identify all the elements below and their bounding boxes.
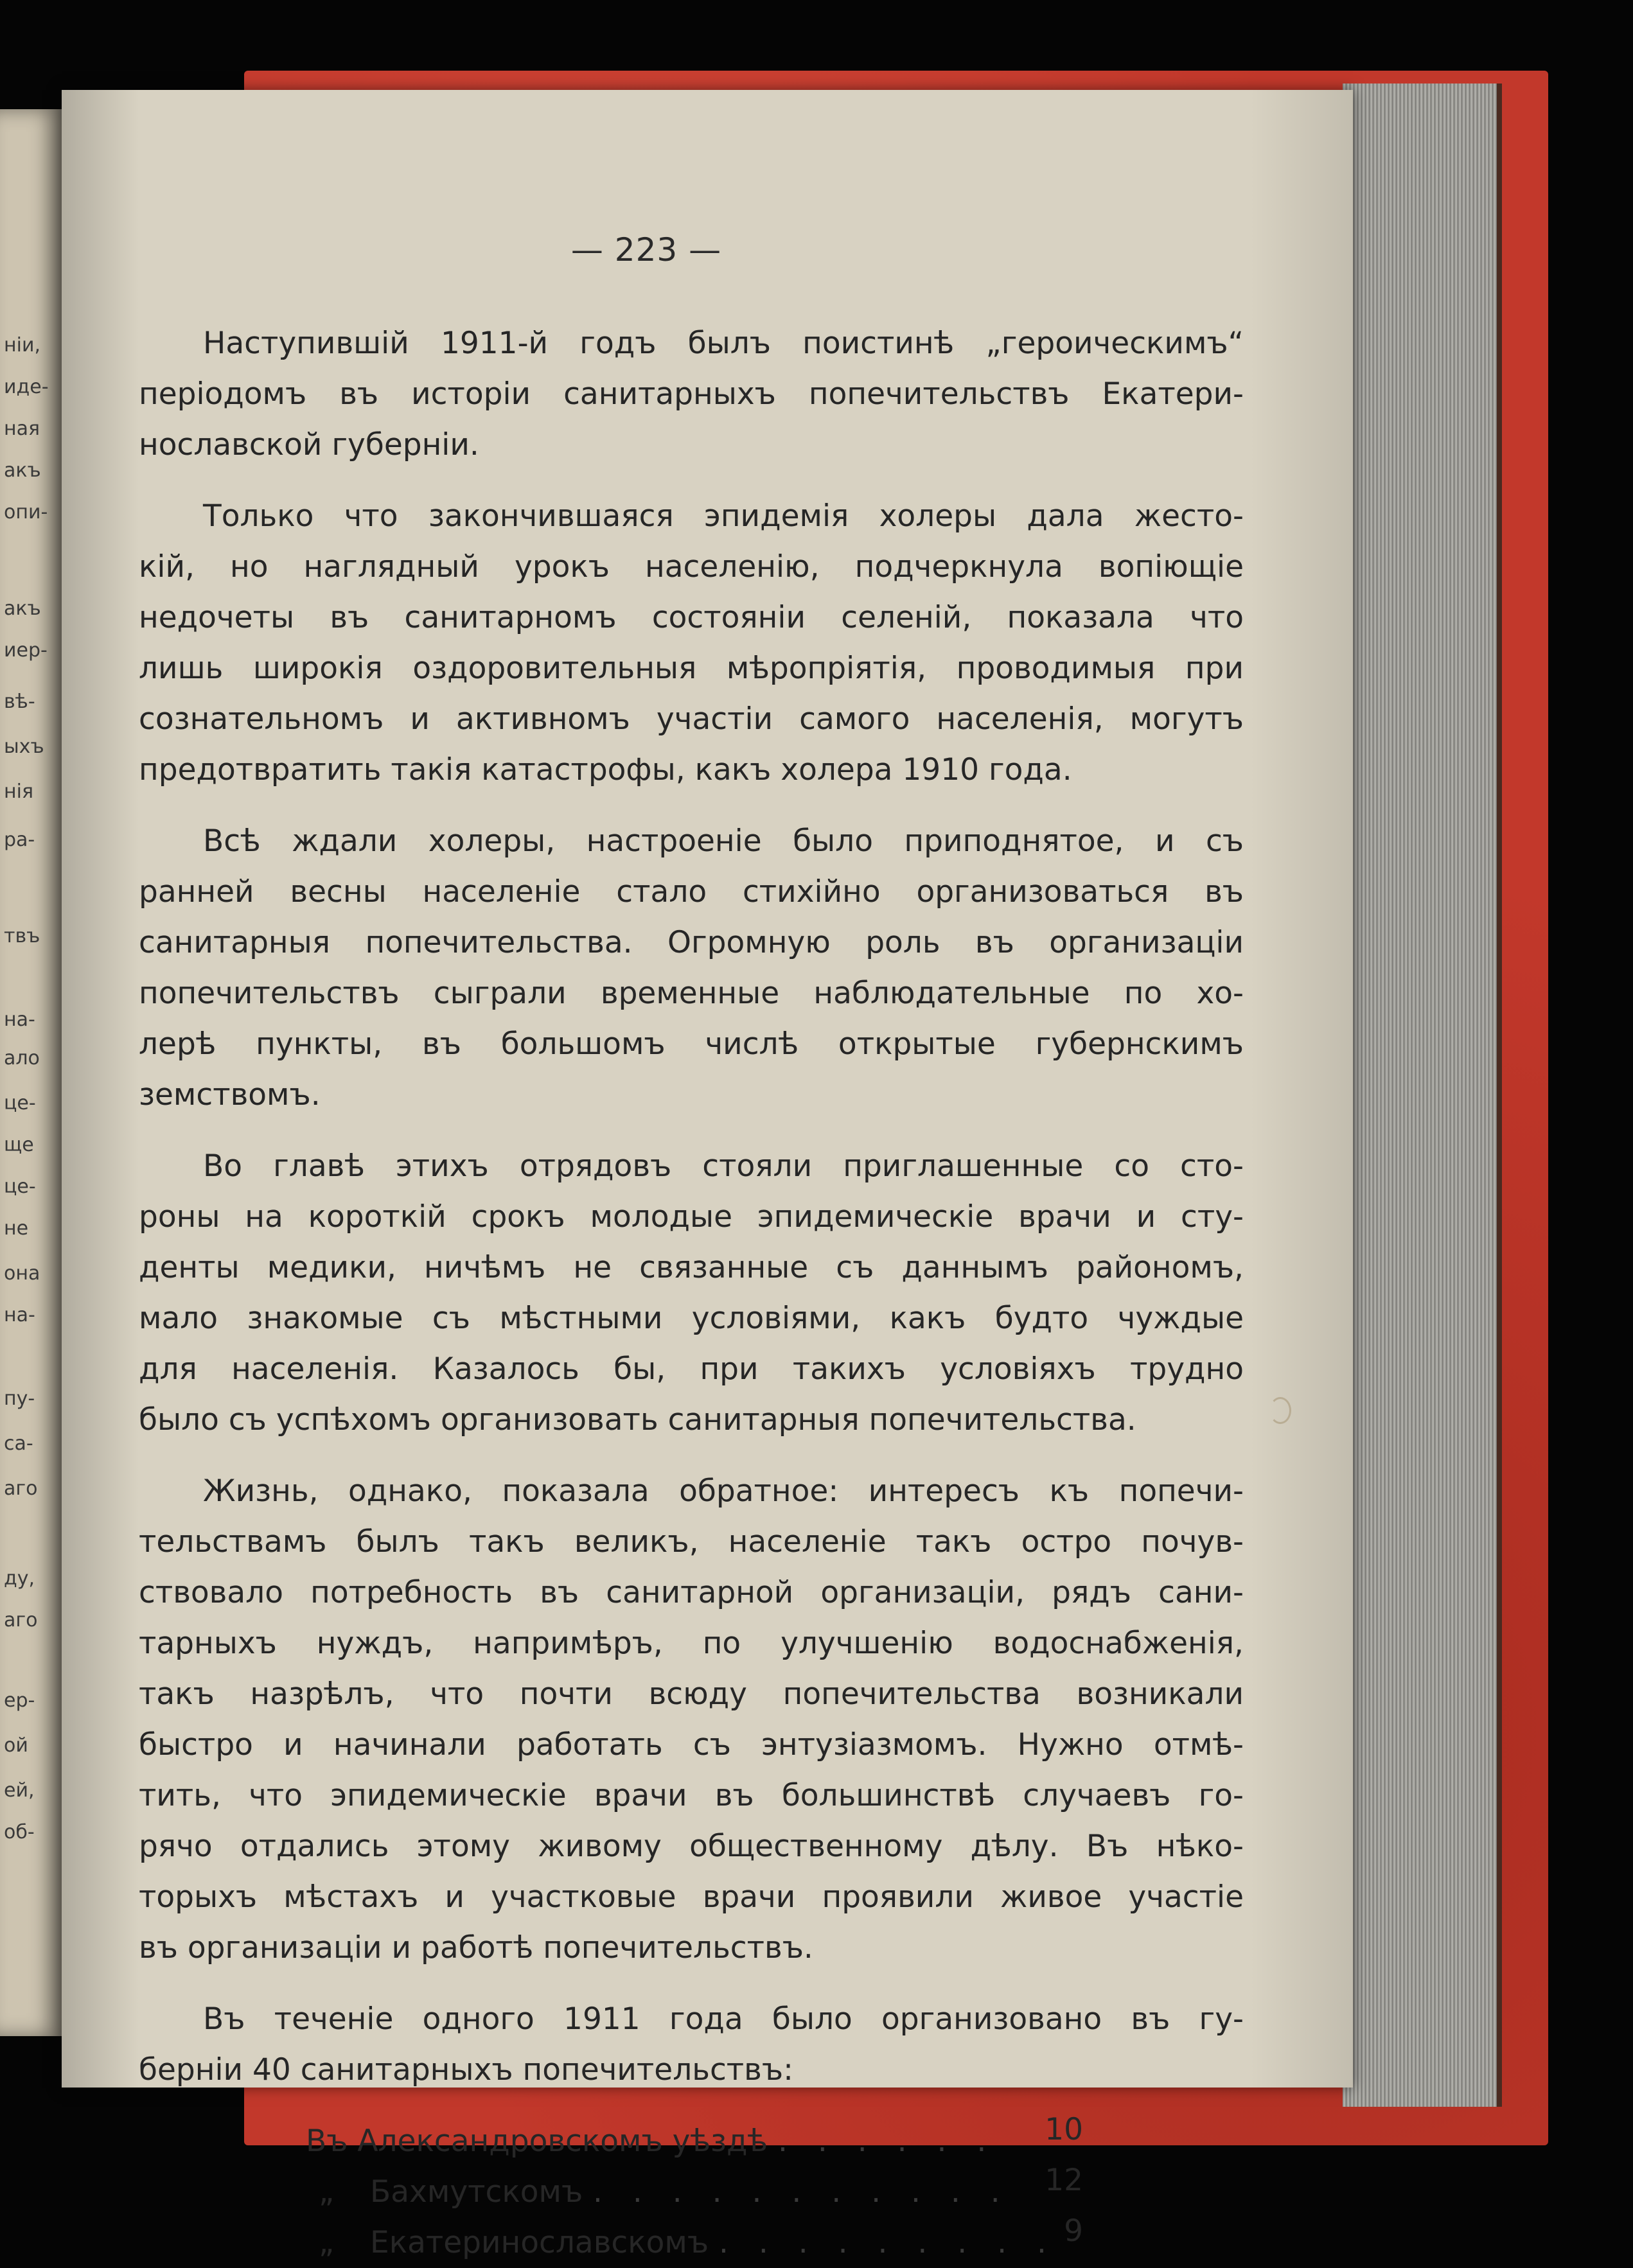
left-page-fragment: твъ [4,925,40,947]
district-list [139,2112,1244,2268]
text-line: для населенiя. Казалось бы, при такихъ условiяхъ трудно [139,1351,1244,1387]
left-page-fragment: нiи, [4,334,40,356]
text-line: Наступившiй 1911-й годъ былъ поистинѣ „героическимъ“ [203,326,1244,361]
text-line: нославской губернiи. [139,427,479,462]
district-name: Екатеринославскомъ [370,2225,709,2260]
left-page-fragment: на- [4,1008,35,1031]
district-count: 9 [1064,2213,1083,2249]
leader-dots: . . . . . . . . . [719,2225,1057,2260]
text-line: Во главѣ этихъ отрядовъ стояли приглашенные со сто- [203,1148,1244,1184]
left-facing-page [0,109,62,2036]
text-line: денты медики, ничѣмъ не связанные съ даннымъ райономъ, [139,1250,1244,1285]
text-line: Всѣ ждали холеры, настроенiе было приподнятое, и съ [203,823,1244,859]
left-page-fragment: аго [4,1477,38,1500]
left-page-fragment: ще [4,1134,34,1156]
text-line: тельствамъ былъ такъ великъ, населенiе такъ остро почув- [139,1524,1244,1560]
text-line: кiй, но наглядный урокъ населенiю, подчеркнула вопiющiе [139,549,1244,585]
left-page-fragment: аго [4,1609,38,1631]
text-line: торыхъ мѣстахъ и участковые врачи проявили живое участiе [139,1879,1244,1915]
paragraph [139,1141,1244,1445]
text-line: Только что закончившаяся эпидемiя холеры дала жесто- [203,498,1244,534]
book-page [62,90,1353,2260]
paper-stain [1269,1397,1291,1424]
leader-dots: . . . . . . [778,2123,997,2159]
paragraph [139,1466,1244,1973]
left-page-fragment: ду, [4,1567,35,1590]
text-line: недочеты въ санитарномъ состоянiи селенiй, показала что [139,600,1244,635]
left-page-fragment: на- [4,1304,35,1326]
text-line: тить, что эпидемическiе врачи въ большинствѣ случаевъ го- [139,1778,1244,1813]
left-page-fragment: са- [4,1432,33,1455]
text-line: лишь широкiя оздоровительныя мѣропрiятiя, проводимыя при [139,651,1244,686]
district-row [139,2213,1244,2268]
text-line: Жизнь, однако, показала обратное: интересъ къ попечи- [203,1473,1244,1509]
paragraph [139,816,1244,1120]
left-page-fragment: ало [4,1047,40,1069]
page-text [139,318,1244,2268]
ditto-mark: „ [319,2225,335,2260]
district-name: Въ Александровскомъ уѣздѣ [306,2123,768,2159]
paragraph [139,318,1244,470]
left-page-fragment: ыхъ [4,735,44,758]
left-page-fragment: иде- [4,376,49,398]
left-page-fragment: нiя [4,780,33,803]
left-page-fragment: об- [4,1821,35,1843]
text-line: санитарныя попечительства. Огромную роль въ организацiи [139,925,1244,960]
left-page-fragment: ой [4,1734,28,1757]
text-line: бернiи 40 санитарныхъ попечительствъ: [139,2052,793,2088]
text-line: предотвратить такiя катастрофы, какъ холера 1910 года. [139,752,1072,787]
text-line: попечительствъ сыграли временные наблюдательные по хо- [139,976,1244,1011]
paragraph [139,1994,1244,2095]
left-page-fragment: акъ [4,459,41,482]
text-line: ранней весны населенiе стало стихiйно организоваться въ [139,874,1244,910]
text-line: роны на короткiй срокъ молодые эпидемическiе врачи и сту- [139,1199,1244,1235]
left-page-fragment: иер- [4,639,48,662]
left-page-fragment: не [4,1217,29,1240]
text-line: было съ успѣхомъ организовать санитарныя попечительства. [139,1402,1136,1437]
left-page-fragments [0,109,62,2036]
page-edges [1343,84,1502,2107]
text-line: такъ назрѣлъ, что почти всюду попечительства возникали [139,1676,1244,1712]
leader-dots: . . . . . . . . . . . [593,2174,1011,2210]
page-number: — 223 — [570,231,722,268]
left-page-fragment: пу- [4,1387,35,1410]
text-line: лерѣ пункты, въ большомъ числѣ открытые губернскимъ [139,1026,1244,1062]
text-line: въ организацiи и работѣ попечительствъ. [139,1930,813,1965]
text-line: быстро и начинали работать съ энтузiазмомъ. Нужно отмѣ- [139,1727,1244,1763]
text-line: ствовало потребность въ санитарной организацiи, рядъ сани- [139,1575,1244,1610]
left-page-fragment: акъ [4,597,41,620]
left-page-fragment: вѣ- [4,690,35,713]
district-count: 10 [1045,2112,1083,2147]
paragraph [139,491,1244,795]
text-line: мало знакомые съ мѣстными условiями, какъ будто чуждые [139,1301,1244,1336]
ditto-mark: „ [319,2174,335,2210]
left-page-fragment: ная [4,418,40,440]
left-page-fragment: ер- [4,1689,35,1712]
text-line: рячо отдались этому живому общественному дѣлу. Въ нѣко- [139,1829,1244,1864]
text-line: тарныхъ нуждъ, напримѣръ, по улучшенiю водоснабженiя, [139,1626,1244,1661]
left-page-fragment: це- [4,1175,36,1198]
text-line: сознательномъ и активномъ участiи самого населенiя, могутъ [139,701,1244,737]
left-page-fragment: опи- [4,501,48,523]
left-page-fragment: це- [4,1092,36,1114]
text-line: земствомъ. [139,1077,321,1112]
district-name: Бахмутскомъ [370,2174,583,2210]
left-page-fragment: она [4,1262,40,1285]
district-count: 12 [1045,2163,1083,2198]
text-line: перiодомъ въ исторiи санитарныхъ попечительствъ Екатери- [139,376,1244,412]
text-line: Въ теченiе одного 1911 года было организовано въ гу- [203,2001,1244,2037]
left-page-fragment: ра- [4,829,35,851]
left-page-fragment: ей, [4,1779,35,1802]
